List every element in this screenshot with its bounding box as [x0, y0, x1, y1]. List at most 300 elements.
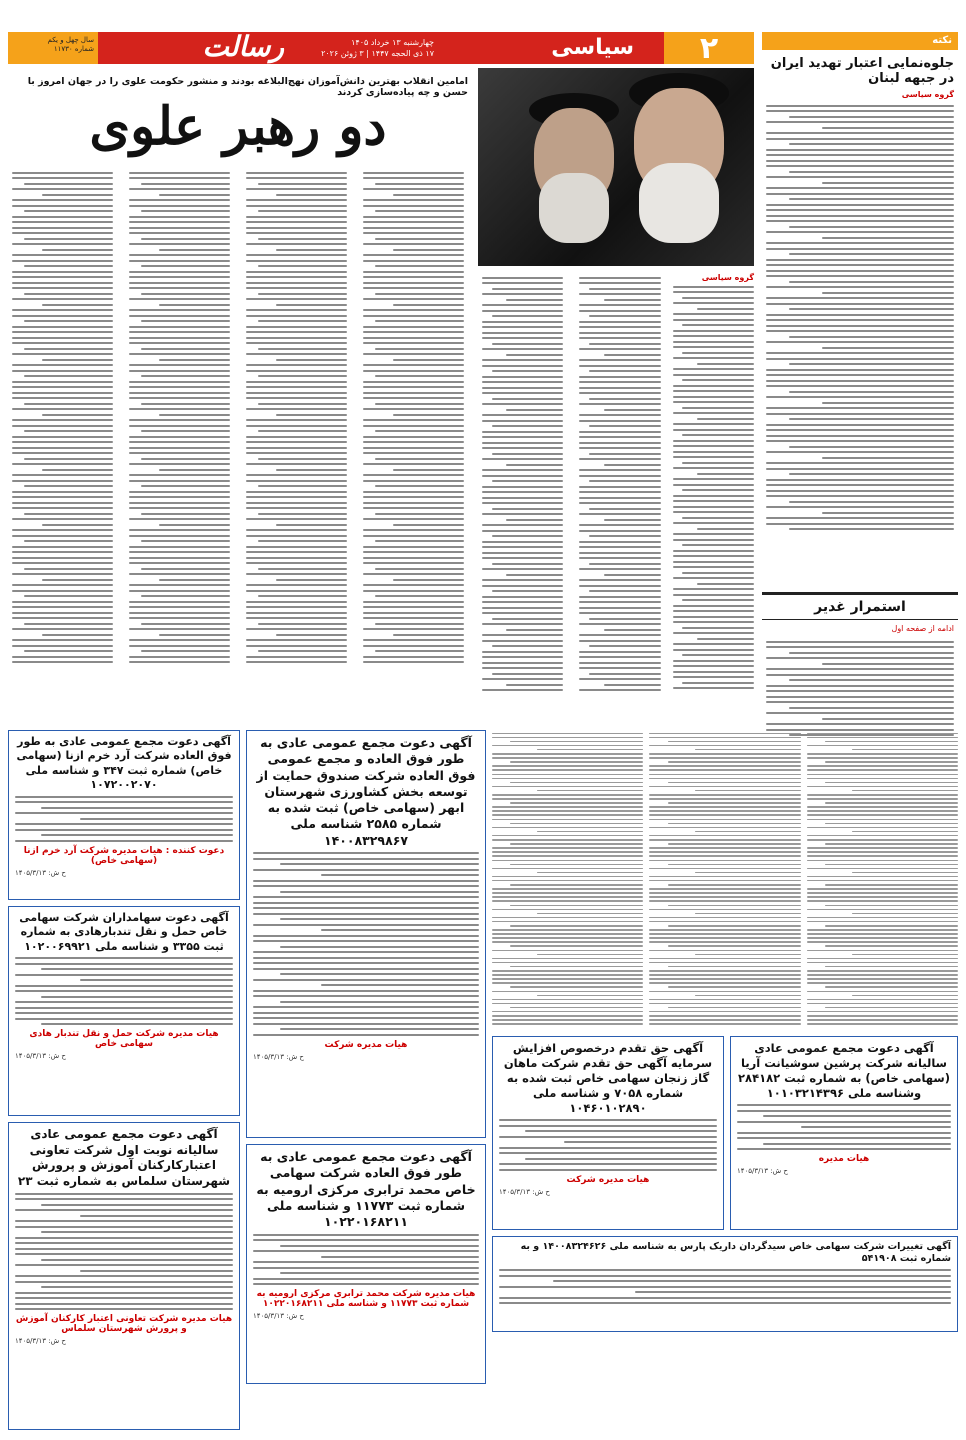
text-line: [246, 617, 347, 619]
text-line: [246, 282, 347, 284]
text-line: [280, 891, 479, 893]
masthead: [8, 32, 754, 64]
text-line: [822, 663, 954, 665]
text-line: [492, 999, 643, 1001]
text-line: [141, 238, 230, 240]
text-line: [482, 475, 563, 477]
text-line: [737, 1121, 951, 1123]
text-line: [579, 585, 660, 587]
text-line: [12, 221, 113, 223]
text-line: [649, 757, 800, 759]
text-line: [246, 221, 347, 223]
text-line: [12, 392, 113, 394]
text-line: [825, 1007, 958, 1009]
text-line: [579, 596, 660, 598]
text-line: [253, 1267, 479, 1269]
ad-box: [8, 1122, 240, 1430]
text-line: [807, 999, 958, 1001]
text-line: [682, 682, 754, 684]
text-line: [807, 880, 958, 882]
text-line: [276, 249, 347, 251]
text-line: [807, 769, 958, 771]
text-line: [766, 121, 954, 123]
text-line: [375, 623, 464, 625]
text-line: [363, 502, 464, 504]
text-line: [649, 745, 800, 747]
text-line: [649, 753, 800, 755]
text-line: [510, 986, 643, 988]
text-line: [492, 645, 564, 647]
text-line: [822, 292, 954, 294]
text-line: [246, 639, 347, 641]
text-line: [258, 403, 347, 405]
photo-shape: [539, 173, 609, 243]
text-line: [649, 1003, 800, 1005]
text-line: [649, 937, 800, 939]
text-line: [682, 572, 754, 574]
text-line: [321, 874, 479, 876]
text-line: [246, 342, 347, 344]
text-line: [766, 270, 954, 272]
text-line: [589, 343, 661, 345]
text-line: [12, 628, 113, 630]
text-line: [363, 656, 464, 658]
text-line: [673, 594, 754, 596]
text-line: [579, 557, 660, 559]
text-line: [12, 227, 113, 229]
text-line: [363, 447, 464, 449]
text-line: [763, 1115, 951, 1117]
text-line: [807, 962, 958, 964]
text-line: [129, 463, 230, 465]
text-line: [604, 629, 661, 631]
text-line: [24, 623, 113, 625]
text-line: [246, 177, 347, 179]
text-line: [246, 518, 347, 520]
text-line: [492, 900, 643, 902]
text-line: [80, 818, 233, 820]
text-line: [766, 204, 954, 206]
text-line: [276, 194, 347, 196]
text-line: [246, 287, 347, 289]
text-line: [499, 1152, 717, 1154]
text-line: [80, 1270, 233, 1272]
text-line: [12, 254, 113, 256]
text-line: [579, 678, 660, 680]
text-line: [766, 641, 954, 643]
text-line: [141, 540, 230, 542]
text-line: [12, 601, 113, 603]
text-line: [363, 491, 464, 493]
text-line: [482, 612, 563, 614]
text-line: [129, 221, 230, 223]
text-line: [579, 475, 660, 477]
text-line: [253, 885, 479, 887]
text-line: [246, 353, 347, 355]
ad-footer: هیات مدیره شرکت محمد ترابری مرکزی ارومیه به شماره ثبت ۱۱۷۷۳ و شناسه ملی ۱۰۲۲۰۱۶۸۲۱۱: [256, 1289, 476, 1310]
text-line: [649, 814, 800, 816]
text-line: [246, 463, 347, 465]
text-line: [807, 876, 958, 878]
text-line: [668, 884, 801, 886]
classified-column: [807, 730, 958, 1030]
text-line: [482, 469, 563, 471]
text-line: [766, 646, 954, 648]
text-line: [129, 397, 230, 399]
text-line: [789, 501, 954, 503]
text-line: [579, 359, 660, 361]
text-line: [589, 590, 661, 592]
text-line: [492, 892, 643, 894]
text-line: [246, 260, 347, 262]
text-line: [766, 712, 954, 714]
text-line: [363, 408, 464, 410]
text-line: [852, 790, 958, 792]
text-line: [695, 913, 801, 915]
text-line: [506, 299, 563, 301]
text-line: [246, 227, 347, 229]
text-line: [24, 348, 113, 350]
text-line: [766, 220, 954, 222]
text-line: [766, 685, 954, 687]
text-line: [649, 806, 800, 808]
page-number-box: [664, 32, 754, 64]
text-line: [506, 519, 563, 521]
text-line: [807, 786, 958, 788]
text-line: [822, 718, 954, 720]
text-line: [482, 662, 563, 664]
text-line: [697, 363, 754, 365]
text-line: [649, 835, 800, 837]
text-line: [246, 452, 347, 454]
text-line: [492, 778, 643, 780]
text-line: [12, 331, 113, 333]
text-line: [482, 678, 563, 680]
text-line: [766, 374, 954, 376]
text-line: [673, 550, 754, 552]
text-line: [80, 1215, 233, 1217]
text-line: [482, 546, 563, 548]
text-line: [482, 326, 563, 328]
text-line: [12, 606, 113, 608]
text-line: [673, 423, 754, 425]
ad-body-text: [15, 957, 233, 1025]
text-line: [363, 529, 464, 531]
text-line: [129, 216, 230, 218]
text-line: [258, 540, 347, 542]
text-line: [766, 149, 954, 151]
text-line: [15, 985, 233, 987]
text-line: [649, 827, 800, 829]
text-line: [363, 436, 464, 438]
text-line: [363, 232, 464, 234]
text-line: [15, 1012, 233, 1014]
text-line: [492, 535, 564, 537]
text-line: [129, 546, 230, 548]
text-line: [737, 1132, 951, 1134]
text-line: [766, 429, 954, 431]
text-line: [673, 660, 754, 662]
text-line: [129, 205, 230, 207]
text-line: [825, 741, 958, 743]
text-line: [492, 933, 643, 935]
ad-body-text: [15, 796, 233, 842]
text-line: [525, 1130, 717, 1132]
text-line: [258, 348, 347, 350]
text-line: [649, 909, 800, 911]
text-line: [24, 210, 113, 212]
text-line: [649, 929, 800, 931]
text-line: [482, 689, 563, 691]
text-line: [668, 864, 801, 866]
text-line: [375, 403, 464, 405]
text-line: [766, 523, 954, 525]
text-line: [604, 519, 661, 521]
text-line: [807, 765, 958, 767]
text-line: [649, 839, 800, 841]
text-line: [363, 419, 464, 421]
text-line: [129, 331, 230, 333]
text-line: [363, 551, 464, 553]
text-line: [258, 375, 347, 377]
ad-title: آگهی دعوت مجمع عمومی عادی به طور فوق العاده شرکت سهامی خاص محمد ترابری مرکزی ارومیه به شماره ثبت ۱۱۷۷۳ و شناسه ملی ۱۰۲۲۰۱۶۸۲۱۱: [256, 1149, 476, 1229]
text-line: [363, 260, 464, 262]
text-line: [649, 819, 800, 821]
text-line: [482, 541, 563, 543]
text-line: [246, 370, 347, 372]
text-line: [375, 595, 464, 597]
text-line: [579, 623, 660, 625]
text-line: [673, 286, 754, 288]
text-line: [12, 639, 113, 641]
classified-column: [492, 730, 643, 1030]
text-line: [673, 385, 754, 387]
classified-listings: [492, 730, 958, 1030]
text-line: [159, 634, 230, 636]
text-line: [537, 995, 643, 997]
text-line: [482, 596, 563, 598]
text-line: [668, 823, 801, 825]
text-line: [579, 497, 660, 499]
text-line: [766, 479, 954, 481]
text-line: [141, 430, 230, 432]
text-line: [492, 851, 643, 853]
text-line: [649, 860, 800, 862]
text-line: [393, 634, 464, 636]
text-line: [393, 304, 464, 306]
text-line: [246, 276, 347, 278]
text-line: [482, 304, 563, 306]
text-line: [807, 798, 958, 800]
text-line: [280, 1245, 479, 1247]
text-line: [695, 872, 801, 874]
text-line: [15, 1007, 233, 1009]
text-line: [41, 1231, 233, 1233]
text-line: [825, 864, 958, 866]
text-line: [321, 929, 479, 931]
text-line: [807, 851, 958, 853]
text-line: [129, 535, 230, 537]
text-line: [668, 843, 801, 845]
text-line: [482, 585, 563, 587]
text-line: [649, 950, 800, 952]
text-line: [789, 418, 954, 420]
text-line: [807, 909, 958, 911]
ad-date: ح ش: ۱۴۰۵/۳/۱۳: [253, 1312, 304, 1321]
text-line: [375, 348, 464, 350]
text-line: [24, 265, 113, 267]
text-line: [280, 946, 479, 948]
date-line-1: چهارشنبه ۱۳ خرداد ۱۴۰۵: [351, 38, 434, 47]
text-line: [482, 348, 563, 350]
text-line: [15, 1209, 233, 1211]
text-line: [141, 403, 230, 405]
text-line: [579, 656, 660, 658]
text-line: [246, 447, 347, 449]
text-line: [482, 667, 563, 669]
text-line: [579, 486, 660, 488]
text-line: [766, 275, 954, 277]
text-line: [129, 590, 230, 592]
text-line: [482, 403, 563, 405]
text-line: [141, 375, 230, 377]
text-line: [766, 517, 954, 519]
text-line: [246, 491, 347, 493]
text-line: [12, 172, 113, 174]
text-line: [12, 243, 113, 245]
text-line: [141, 623, 230, 625]
text-line: [363, 518, 464, 520]
text-line: [363, 227, 464, 229]
text-line: [129, 342, 230, 344]
text-line: [492, 847, 643, 849]
text-line: [12, 656, 113, 658]
text-line: [492, 1023, 643, 1025]
text-line: [363, 606, 464, 608]
text-line: [141, 485, 230, 487]
text-line: [129, 441, 230, 443]
text-line: [129, 408, 230, 410]
text-line: [510, 1007, 643, 1009]
text-line: [766, 451, 954, 453]
text-line: [246, 645, 347, 647]
text-line: [697, 473, 754, 475]
text-line: [579, 414, 660, 416]
text-line: [682, 462, 754, 464]
ad-footer: هیات مدیره: [818, 1154, 870, 1165]
text-line: [276, 359, 347, 361]
text-line: [363, 535, 464, 537]
text-line: [276, 304, 347, 306]
text-line: [41, 968, 233, 970]
text-line: [492, 590, 564, 592]
text-line: [42, 359, 113, 361]
text-line: [649, 888, 800, 890]
text-line: [673, 374, 754, 376]
text-line: [649, 962, 800, 964]
text-line: [15, 1248, 233, 1250]
text-line: [482, 442, 563, 444]
text-line: [579, 524, 660, 526]
text-line: [42, 194, 113, 196]
text-line: [789, 143, 954, 145]
text-line: [766, 690, 954, 692]
text-line: [482, 376, 563, 378]
text-line: [482, 392, 563, 394]
text-line: [510, 864, 643, 866]
text-line: [668, 761, 801, 763]
text-line: [807, 860, 958, 862]
text-line: [579, 332, 660, 334]
text-line: [649, 982, 800, 984]
text-line: [246, 546, 347, 548]
text-line: [766, 286, 954, 288]
text-line: [649, 970, 800, 972]
issue-info: [8, 32, 98, 64]
sidebar-body-text: [762, 105, 958, 531]
ad-body-text: [737, 1104, 951, 1150]
text-line: [492, 896, 643, 898]
text-line: [253, 852, 479, 854]
ads-section: [8, 730, 958, 1432]
text-line: [141, 320, 230, 322]
text-line: [807, 794, 958, 796]
text-line: [280, 1001, 479, 1003]
text-line: [15, 1001, 233, 1003]
text-line: [375, 238, 464, 240]
text-line: [807, 937, 958, 939]
text-line: [852, 831, 958, 833]
text-line: [246, 309, 347, 311]
text-line: [510, 884, 643, 886]
text-line: [363, 612, 464, 614]
text-line: [789, 363, 954, 365]
text-line: [482, 486, 563, 488]
text-line: [499, 1119, 717, 1121]
text-line: [24, 403, 113, 405]
text-line: [129, 254, 230, 256]
text-line: [589, 645, 661, 647]
text-line: [129, 172, 230, 174]
text-line: [159, 304, 230, 306]
ad-box: [246, 730, 486, 1138]
text-line: [579, 365, 660, 367]
text-line: [766, 490, 954, 492]
ad-body-text: [253, 852, 479, 1036]
text-line: [363, 452, 464, 454]
text-line: [492, 819, 643, 821]
text-line: [482, 497, 563, 499]
text-line: [363, 562, 464, 564]
text-line: [492, 370, 564, 372]
text-line: [12, 282, 113, 284]
text-line: [129, 370, 230, 372]
text-line: [579, 651, 660, 653]
text-line: [246, 551, 347, 553]
text-line: [822, 127, 954, 129]
text-line: [537, 831, 643, 833]
text-line: [482, 310, 563, 312]
text-line: [579, 502, 660, 504]
text-line: [15, 974, 233, 976]
text-line: [579, 293, 660, 295]
text-line: [673, 605, 754, 607]
text-line: [15, 1226, 233, 1228]
text-line: [649, 1019, 800, 1021]
text-line: [579, 337, 660, 339]
text-line: [246, 331, 347, 333]
text-line: [129, 502, 230, 504]
